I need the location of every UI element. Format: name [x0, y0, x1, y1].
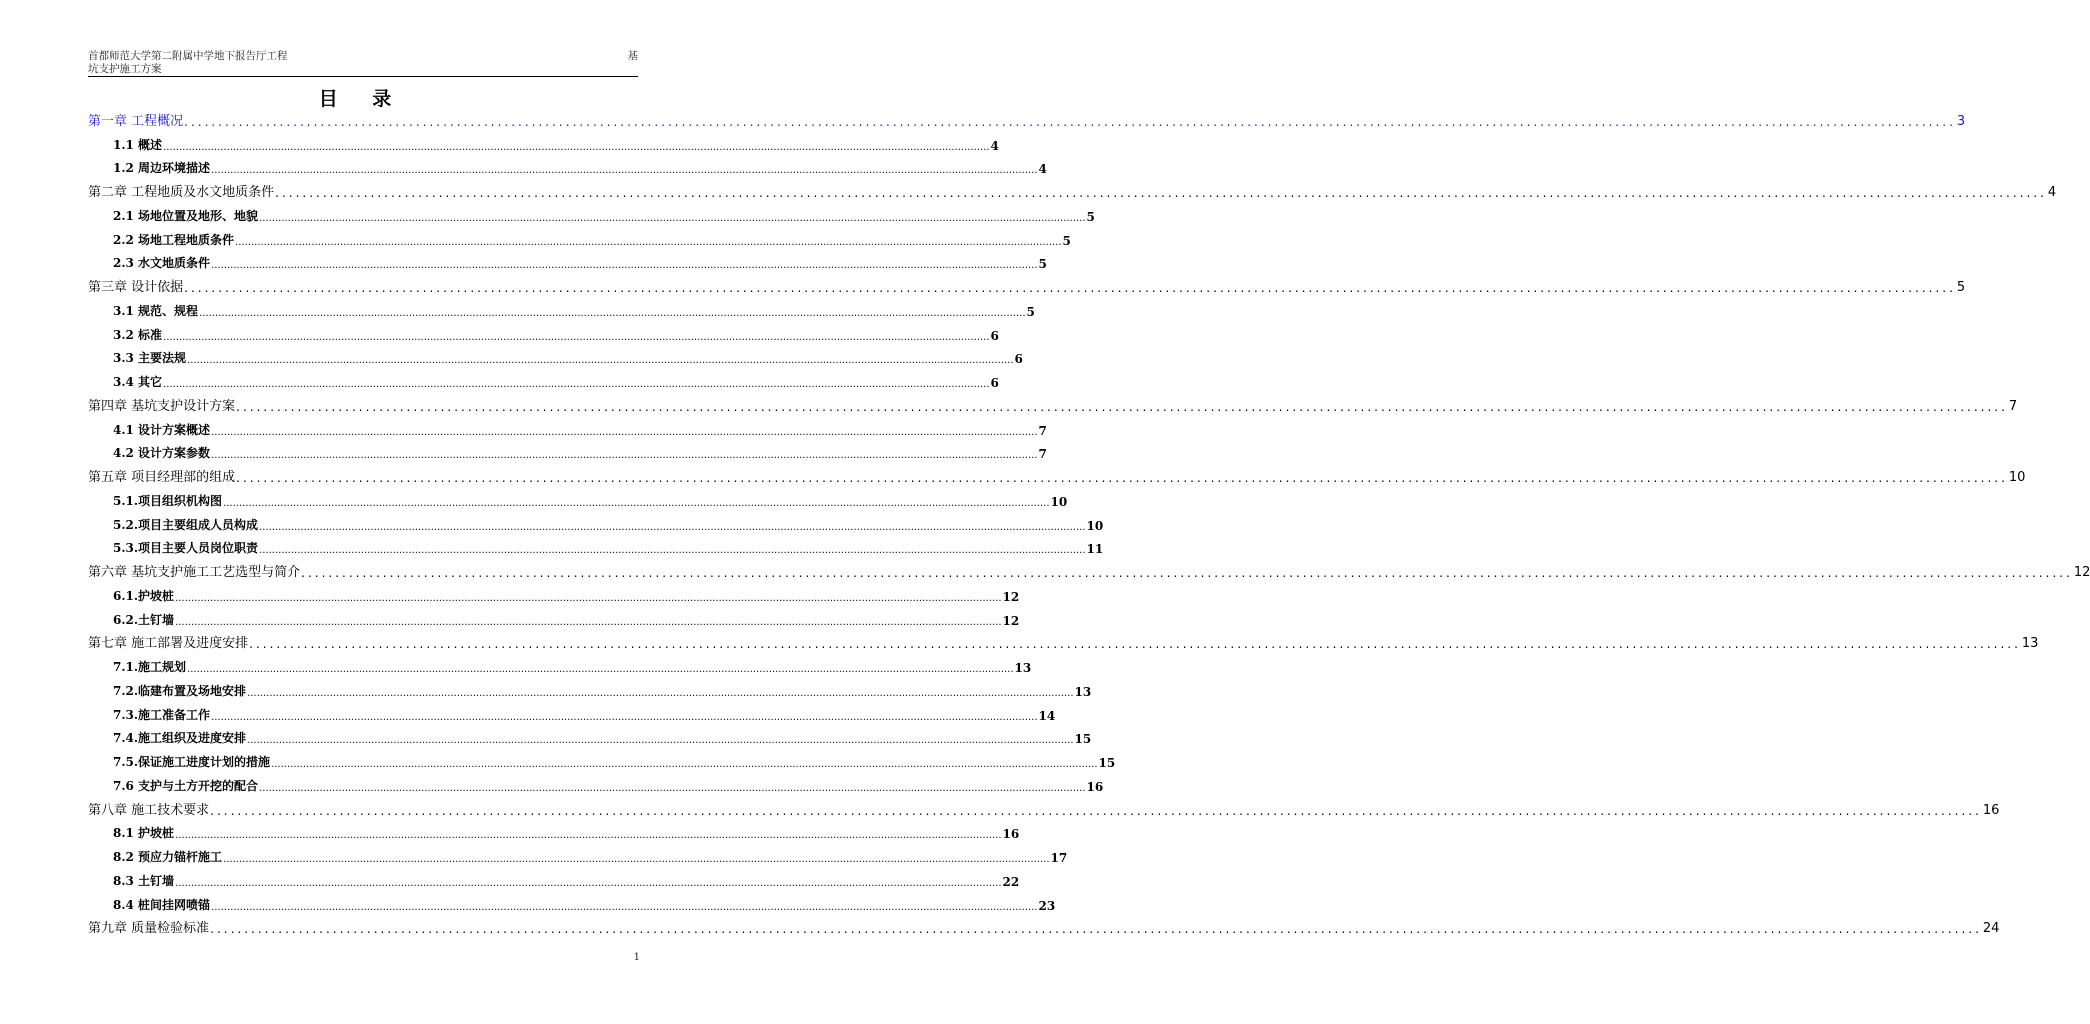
toc-chapter-entry[interactable] [88, 176, 2057, 200]
toc-title: 目 录 [318, 88, 406, 110]
toc-section-entry[interactable] [88, 746, 1116, 770]
toc-leader-dots: .................................................................................................................................................................................................................................................................... [175, 592, 1002, 604]
toc-leader-dots: .................................................................................................................................................................................................................................................................... [184, 281, 1956, 295]
toc-entry-page: 13 [1074, 684, 1092, 699]
toc-entry-page: 16 [1002, 827, 1020, 842]
toc-entry-label: 第二章 工程地质及水文地质条件 [88, 185, 275, 200]
toc-section-entry[interactable] [88, 224, 1071, 248]
toc-entry-page: 15 [1074, 732, 1092, 747]
header-title-right: 基 [627, 50, 638, 62]
toc-chapter-entry[interactable] [88, 390, 2018, 414]
toc-chapter-entry[interactable] [88, 794, 2000, 818]
toc-entry-page: 13 [1014, 661, 1032, 675]
toc-chapter-entry[interactable] [88, 271, 1966, 295]
toc-leader-dots: .................................................................................................................................................................................................................................................................... [271, 759, 1098, 770]
toc-section-entry[interactable] [88, 723, 1092, 747]
toc-section-entry[interactable] [88, 604, 1020, 628]
toc-entry-label: 1.2 周边环境描述 [113, 161, 211, 176]
toc-entry-label: 4.2 设计方案参数 [113, 446, 211, 461]
toc-leader-dots: .................................................................................................................................................................................................................................................................... [259, 212, 1086, 224]
toc-leader-dots: .................................................................................................................................................................................................................................................................... [223, 497, 1050, 509]
toc-section-entry[interactable] [88, 295, 1035, 319]
toc-entry-page: 17 [1050, 851, 1068, 865]
toc-leader-dots: .................................................................................................................................................................................................................................................................... [211, 165, 1038, 177]
toc-entry-page: 7 [1038, 423, 1047, 438]
toc-entry-label: 3.4 其它 [113, 375, 163, 389]
page-number: 1 [633, 952, 640, 963]
toc-leader-dots: .................................................................................................................................................................................................................................................................... [259, 545, 1086, 557]
toc-entry-page: 10 [1050, 494, 1068, 509]
toc-section-entry[interactable] [88, 343, 1023, 367]
toc-entry-page: 6 [990, 328, 999, 343]
toc-entry-page: 4 [2047, 185, 2057, 200]
toc-leader-dots: .................................................................................................................................................................................................................................................................... [187, 664, 1014, 675]
toc-leader-dots: .................................................................................................................................................................................................................................................................... [199, 307, 1026, 319]
toc-section-entry[interactable] [88, 248, 1047, 272]
toc-entry-label: 4.1 设计方案概述 [113, 422, 211, 437]
toc-entry-page: 12 [2073, 565, 2090, 580]
toc-section-entry[interactable] [88, 818, 1020, 842]
toc-entry-page: 5 [1038, 257, 1047, 272]
toc-entry-page: 5 [1086, 209, 1095, 224]
toc-entry-label: 3.3 主要法规 [113, 351, 187, 366]
toc-section-entry[interactable] [88, 699, 1056, 723]
toc-section-entry[interactable] [88, 153, 1047, 177]
toc-leader-dots: .................................................................................................................................................................................................................................................................... [211, 711, 1038, 723]
toc-section-entry[interactable] [88, 865, 1020, 889]
toc-entry-page: 7 [1038, 447, 1047, 462]
toc-chapter-entry[interactable] [88, 628, 2039, 652]
toc-section-entry[interactable] [88, 366, 999, 390]
toc-entry-label: 5.1.项目组织机构图 [113, 493, 223, 508]
toc-entry-label: 第九章 质量检验标准 [88, 921, 210, 937]
toc-leader-dots: .................................................................................................................................................................................................................................................................... [249, 637, 2021, 652]
toc-leader-dots: .................................................................................................................................................................................................................................................................... [210, 922, 1982, 937]
toc-entry-page: 6 [1014, 352, 1023, 367]
toc-entry-label: 7.4.施工组织及进度安排 [113, 731, 247, 746]
toc-entry-label: 2.1 场地位置及地形、地貌 [113, 208, 259, 223]
toc-entry-label: 8.4 桩间挂网喷锚 [113, 897, 211, 912]
toc-leader-dots: .................................................................................................................................................................................................................................................................... [275, 186, 2047, 200]
header-title: 首都师范大学第二附属中学地下报告厅工程 [88, 50, 288, 62]
toc-leader-dots: .................................................................................................................................................................................................................................................................... [223, 854, 1050, 865]
toc-entry-page: 22 [1002, 874, 1020, 889]
toc-entry-page: 5 [1026, 304, 1035, 319]
toc-entry-label: 第三章 设计依据 [88, 280, 184, 295]
toc-entry-label: 7.1.施工规划 [113, 660, 187, 674]
toc-leader-dots: .................................................................................................................................................................................................................................................................... [184, 114, 1956, 129]
toc-entry-label: 5.3.项目主要人员岗位职责 [113, 541, 259, 556]
toc-entry-label: 7.5.保证施工进度计划的措施 [113, 755, 271, 769]
toc-entry-page: 12 [1002, 613, 1020, 628]
toc-entry-label: 5.2.项目主要组成人员构成 [113, 517, 259, 532]
toc-entry-page: 16 [1982, 802, 2000, 818]
toc-section-entry[interactable] [88, 533, 1104, 557]
toc-entry-page: 3 [1956, 113, 1966, 129]
toc-entry-label: 第四章 基坑支护设计方案 [88, 398, 236, 414]
toc-leader-dots: .................................................................................................................................................................................................................................................................... [163, 331, 990, 343]
toc-section-entry[interactable] [88, 485, 1068, 509]
toc-entry-page: 5 [1062, 233, 1071, 248]
toc-section-entry[interactable] [88, 319, 999, 343]
header-title-continued: 坑支护施工方案 [88, 63, 162, 75]
toc-entry-page: 4 [1038, 162, 1047, 177]
toc-section-entry[interactable] [88, 200, 1095, 224]
toc-entry-label: 2.3 水文地质条件 [113, 256, 211, 271]
toc-leader-dots: .................................................................................................................................................................................................................................................................... [301, 566, 2073, 580]
toc-entry-label: 2.2 场地工程地质条件 [113, 232, 235, 247]
toc-entry-label: 3.1 规范、规程 [113, 303, 199, 318]
toc-leader-dots: .................................................................................................................................................................................................................................................................... [175, 830, 1002, 842]
toc-entry-page: 6 [990, 376, 999, 390]
toc-leader-dots: .................................................................................................................................................................................................................................................................... [163, 141, 990, 153]
toc-chapter-entry[interactable] [88, 461, 2026, 485]
toc-entry-label: 第六章 基坑支护施工工艺选型与简介 [88, 565, 301, 580]
toc-section-entry[interactable] [88, 129, 999, 153]
toc-leader-dots: .................................................................................................................................................................................................................................................................... [210, 803, 1982, 818]
toc-section-entry[interactable] [88, 841, 1068, 865]
toc-entry-page: 24 [1982, 921, 2000, 937]
toc-section-entry[interactable] [88, 580, 1020, 604]
toc-entry-page: 5 [1956, 280, 1966, 295]
toc-entry-page: 4 [990, 138, 999, 153]
toc-entry-page: 15 [1098, 756, 1116, 770]
page-header [88, 50, 638, 76]
toc-leader-dots: .................................................................................................................................................................................................................................................................... [211, 901, 1038, 913]
toc-entry-page: 14 [1038, 708, 1056, 723]
toc-section-entry[interactable] [88, 889, 1056, 913]
header-line [88, 50, 638, 63]
toc-entry-label: 第八章 施工技术要求 [88, 802, 210, 818]
toc-leader-dots: .................................................................................................................................................................................................................................................................... [175, 877, 1002, 889]
toc-chapter-entry[interactable] [88, 556, 2090, 580]
toc-entry-label: 7.6 支护与土方开挖的配合 [113, 778, 259, 793]
toc-entry-page: 13 [2021, 636, 2039, 652]
toc-entry-page: 10 [1086, 518, 1104, 533]
toc-section-entry[interactable] [88, 438, 1047, 462]
toc-entry-page: 10 [2008, 470, 2026, 485]
table-of-contents [88, 105, 2090, 937]
toc-entry-label: 第七章 施工部署及进度安排 [88, 636, 249, 652]
toc-leader-dots: .................................................................................................................................................................................................................................................................... [247, 687, 1074, 699]
toc-leader-dots: .................................................................................................................................................................................................................................................................... [211, 426, 1038, 438]
header-divider [88, 76, 638, 77]
toc-leader-dots: .................................................................................................................................................................................................................................................................... [211, 450, 1038, 462]
toc-entry-page: 23 [1038, 898, 1056, 913]
toc-entry-label: 1.1 概述 [113, 137, 163, 152]
toc-entry-label: 6.2.土钉墙 [113, 612, 175, 627]
toc-entry-label: 8.1 护坡桩 [113, 826, 175, 841]
toc-entry-label: 3.2 标准 [113, 327, 163, 342]
toc-section-entry[interactable] [88, 509, 1104, 533]
toc-section-entry[interactable] [88, 414, 1047, 438]
toc-entry-label: 第一章 工程概况 [88, 113, 184, 129]
toc-leader-dots: .................................................................................................................................................................................................................................................................... [211, 260, 1038, 272]
toc-leader-dots: .................................................................................................................................................................................................................................................................... [236, 399, 2008, 414]
toc-entry-label: 8.3 土钉墙 [113, 873, 175, 888]
toc-chapter-entry[interactable] [88, 105, 1966, 129]
toc-leader-dots: .................................................................................................................................................................................................................................................................... [187, 355, 1014, 367]
toc-leader-dots: .................................................................................................................................................................................................................................................................... [259, 782, 1086, 794]
toc-section-entry[interactable] [88, 770, 1104, 794]
toc-entry-page: 16 [1086, 779, 1104, 794]
toc-leader-dots: .................................................................................................................................................................................................................................................................... [259, 521, 1086, 533]
toc-chapter-entry[interactable] [88, 913, 2000, 937]
toc-leader-dots: .................................................................................................................................................................................................................................................................... [236, 471, 2008, 485]
toc-leader-dots: .................................................................................................................................................................................................................................................................... [175, 616, 1002, 628]
toc-entry-label: 7.3.施工准备工作 [113, 707, 211, 722]
toc-entry-page: 12 [1002, 589, 1020, 604]
toc-entry-label: 7.2.临建布置及场地安排 [113, 683, 247, 698]
toc-section-entry[interactable] [88, 675, 1092, 699]
toc-entry-page: 11 [1086, 542, 1104, 557]
toc-section-entry[interactable] [88, 651, 1032, 675]
toc-entry-label: 6.1.护坡桩 [113, 588, 175, 603]
toc-entry-label: 第五章 项目经理部的组成 [88, 470, 236, 485]
toc-leader-dots: .................................................................................................................................................................................................................................................................... [163, 379, 990, 390]
toc-leader-dots: .................................................................................................................................................................................................................................................................... [235, 236, 1062, 248]
toc-entry-label: 8.2 预应力锚杆施工 [113, 850, 223, 864]
toc-leader-dots: .................................................................................................................................................................................................................................................................... [247, 735, 1074, 747]
toc-entry-page: 7 [2008, 398, 2018, 414]
